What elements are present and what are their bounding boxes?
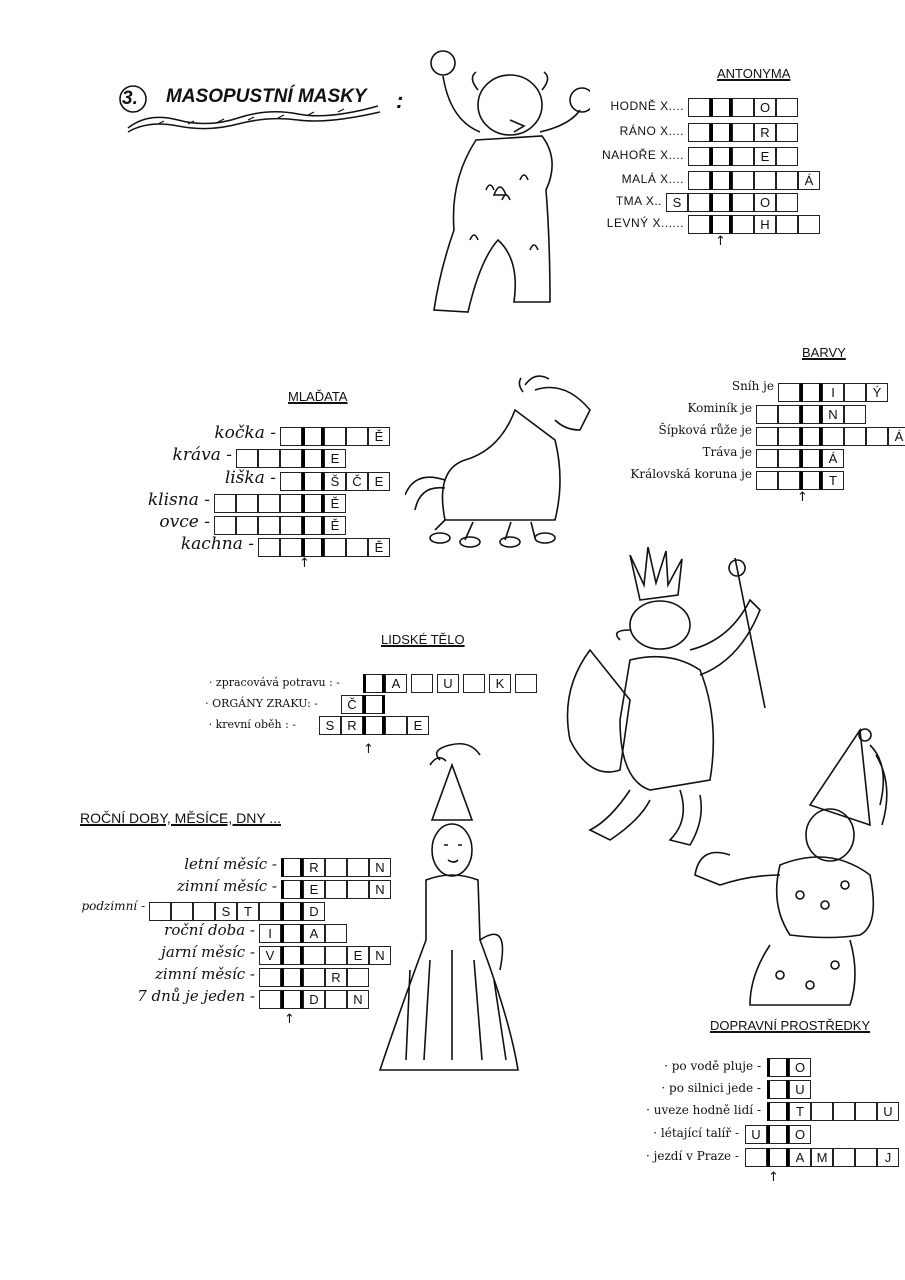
- antonyma-cell[interactable]: Á: [798, 171, 820, 190]
- mladata-cell[interactable]: [302, 538, 324, 557]
- rocni-doby-clue: 7 dnů je jeden -: [137, 987, 255, 1005]
- rocni-doby-cell[interactable]: R: [325, 968, 347, 987]
- mladata-cell[interactable]: [346, 538, 368, 557]
- mladata-cell[interactable]: [346, 427, 368, 446]
- antonyma-cell[interactable]: [776, 171, 798, 190]
- dopravni-cell[interactable]: O: [789, 1058, 811, 1077]
- lidske-telo-cell[interactable]: [463, 674, 485, 693]
- rocni-doby-cell[interactable]: [171, 902, 193, 921]
- antonyma-cell[interactable]: [688, 171, 710, 190]
- lidske-telo-cell[interactable]: U: [437, 674, 459, 693]
- rocni-doby-cell[interactable]: N: [369, 880, 391, 899]
- barvy-cell[interactable]: [756, 427, 778, 446]
- rocni-doby-clue: podzimní -: [81, 899, 145, 913]
- barvy-clue: Tráva je: [702, 445, 752, 459]
- dopravni-cell[interactable]: [767, 1148, 789, 1167]
- mladata-cell[interactable]: [280, 494, 302, 513]
- mladata-cell[interactable]: [280, 472, 302, 491]
- rocni-doby-cell[interactable]: S: [215, 902, 237, 921]
- lidske-telo-cell[interactable]: S: [319, 716, 341, 735]
- barvy-cell[interactable]: [866, 427, 888, 446]
- dopravni-cell[interactable]: [855, 1148, 877, 1167]
- antonyma-cell[interactable]: R: [754, 123, 776, 142]
- rocni-doby-cell[interactable]: [325, 946, 347, 965]
- barvy-cell[interactable]: I: [822, 383, 844, 402]
- rocni-doby-cell[interactable]: [347, 880, 369, 899]
- antonyma-clue: RÁNO X....: [619, 124, 684, 138]
- antonyma-clue: MALÁ X....: [621, 172, 684, 186]
- lidske-telo-clue: · zpracovává potravu : -: [208, 676, 340, 689]
- antonyma-cell[interactable]: [710, 147, 732, 166]
- rocni-doby-cell[interactable]: T: [237, 902, 259, 921]
- rocni-doby-cell[interactable]: [281, 858, 303, 877]
- barvy-cell[interactable]: [756, 449, 778, 468]
- lidske-telo-title: LIDSKÉ TĚLO: [381, 632, 465, 647]
- dopravni-cell[interactable]: [767, 1058, 789, 1077]
- dopravni-cell[interactable]: [767, 1125, 789, 1144]
- lidske-telo-cell[interactable]: [363, 674, 385, 693]
- mladata-cell[interactable]: [236, 516, 258, 535]
- antonyma-cell[interactable]: [732, 123, 754, 142]
- lidske-telo-cell[interactable]: [363, 716, 385, 735]
- rocni-doby-clue: roční doba -: [164, 921, 255, 939]
- mladata-cell[interactable]: Š: [324, 472, 346, 491]
- rocni-doby-cell[interactable]: N: [347, 990, 369, 1009]
- mladata-cell[interactable]: [302, 449, 324, 468]
- antonyma-cell[interactable]: [710, 171, 732, 190]
- mladata-cell[interactable]: Ě: [324, 516, 346, 535]
- rocni-doby-cell[interactable]: [281, 946, 303, 965]
- rocni-doby-cell[interactable]: [325, 924, 347, 943]
- rocni-doby-cell[interactable]: N: [369, 858, 391, 877]
- barvy-cell[interactable]: [778, 449, 800, 468]
- dopravni-cell[interactable]: U: [789, 1080, 811, 1099]
- dopravni-cell[interactable]: T: [789, 1102, 811, 1121]
- antonyma-title: ANTONYMA: [717, 66, 791, 81]
- clown-mask-drawing: [690, 725, 900, 1015]
- antonyma-cell[interactable]: [732, 98, 754, 117]
- rocni-doby-cell[interactable]: [281, 880, 303, 899]
- barvy-cell[interactable]: [778, 383, 800, 402]
- title-text: MASOPUSTNÍ MASKY: [166, 86, 367, 107]
- antonyma-cell[interactable]: [710, 215, 732, 234]
- lidske-telo-cell[interactable]: K: [489, 674, 511, 693]
- antonyma-cell[interactable]: [732, 193, 754, 212]
- mladata-cell[interactable]: Ě: [324, 494, 346, 513]
- rocni-doby-cell[interactable]: [259, 968, 281, 987]
- rocni-doby-cell[interactable]: [281, 924, 303, 943]
- barvy-cell[interactable]: [800, 383, 822, 402]
- rocni-doby-cell[interactable]: D: [303, 990, 325, 1009]
- rocni-doby-cell[interactable]: I: [259, 924, 281, 943]
- rocni-doby-clue: zimní měsíc -: [155, 965, 255, 983]
- rocni-doby-cell[interactable]: [149, 902, 171, 921]
- rocni-doby-cell[interactable]: [347, 858, 369, 877]
- rocni-doby-clue: letní měsíc -: [184, 855, 277, 873]
- barvy-clue: Královská koruna je: [630, 467, 752, 481]
- antonyma-cell[interactable]: [688, 193, 710, 212]
- antonyma-cell[interactable]: O: [754, 193, 776, 212]
- rocni-doby-cell[interactable]: [325, 990, 347, 1009]
- barvy-cell[interactable]: Ý: [866, 383, 888, 402]
- mladata-cell[interactable]: E: [368, 472, 390, 491]
- antonyma-cell[interactable]: [798, 215, 820, 234]
- barvy-title: BARVY: [802, 345, 846, 360]
- rocni-doby-title: ROČNÍ DOBY, MĚSÍCE, DNY ...: [80, 810, 281, 826]
- antonyma-clue: NAHOŘE X....: [601, 148, 684, 162]
- antonyma-cell[interactable]: [710, 193, 732, 212]
- dopravni-arrow: ↑: [768, 1170, 779, 1185]
- mladata-clue: kráva -: [172, 445, 232, 465]
- rocni-doby-cell[interactable]: R: [303, 858, 325, 877]
- mladata-cell[interactable]: [258, 538, 280, 557]
- horse-mask-drawing: [405, 370, 605, 550]
- rocni-doby-cell[interactable]: [325, 880, 347, 899]
- mladata-cell[interactable]: [324, 538, 346, 557]
- barvy-cell[interactable]: [778, 427, 800, 446]
- mladata-cell[interactable]: [280, 449, 302, 468]
- barvy-cell[interactable]: [844, 427, 866, 446]
- mladata-cell[interactable]: [214, 494, 236, 513]
- girl-mask-drawing: [370, 740, 520, 1080]
- barvy-cell[interactable]: [800, 427, 822, 446]
- rocni-doby-clue: zimní měsíc -: [177, 877, 277, 895]
- mladata-cell[interactable]: [236, 449, 258, 468]
- mladata-clue: liška -: [224, 468, 276, 488]
- antonyma-cell[interactable]: [754, 171, 776, 190]
- mladata-cell[interactable]: [280, 538, 302, 557]
- antonyma-cell[interactable]: [776, 215, 798, 234]
- mladata-cell[interactable]: Ě: [368, 538, 390, 557]
- lidske-telo-cell[interactable]: A: [385, 674, 407, 693]
- bear-mask-drawing: [410, 40, 590, 330]
- barvy-cell[interactable]: [756, 405, 778, 424]
- lidske-telo-clue: · ORGÁNY ZRAKU: -: [205, 697, 318, 710]
- lidske-telo-arrow: ↑: [363, 742, 374, 757]
- antonyma-clue: LEVNÝ X......: [606, 216, 684, 230]
- barvy-clue: Kominík je: [687, 401, 752, 415]
- lidske-telo-cell[interactable]: R: [341, 716, 363, 735]
- dopravni-cell[interactable]: [833, 1102, 855, 1121]
- title-number: 3.: [122, 88, 138, 109]
- barvy-cell[interactable]: [800, 471, 822, 490]
- mladata-cell[interactable]: E: [324, 449, 346, 468]
- lidske-telo-clue: · krevní oběh : -: [208, 718, 296, 731]
- mladata-cell[interactable]: [258, 494, 280, 513]
- rocni-doby-cell[interactable]: [347, 968, 369, 987]
- dopravni-cell[interactable]: [833, 1148, 855, 1167]
- antonyma-arrow: ↑: [715, 234, 726, 249]
- rocni-doby-cell[interactable]: [281, 990, 303, 1009]
- antonyma-cell[interactable]: [688, 147, 710, 166]
- barvy-cell[interactable]: [778, 471, 800, 490]
- rocni-doby-cell[interactable]: E: [303, 880, 325, 899]
- rocni-doby-cell[interactable]: [259, 902, 281, 921]
- antonyma-cell[interactable]: S: [666, 193, 688, 212]
- dopravni-cell[interactable]: U: [877, 1102, 899, 1121]
- mladata-cell[interactable]: Ě: [368, 427, 390, 446]
- dopravni-cell[interactable]: O: [789, 1125, 811, 1144]
- mladata-cell[interactable]: [324, 427, 346, 446]
- antonyma-cell[interactable]: O: [754, 98, 776, 117]
- mladata-clue: klisna -: [147, 490, 210, 510]
- dopravni-clue: · uveze hodně lidí -: [646, 1103, 761, 1117]
- rocni-doby-arrow: ↑: [284, 1012, 295, 1027]
- dopravni-cell[interactable]: U: [745, 1125, 767, 1144]
- barvy-cell[interactable]: [844, 405, 866, 424]
- mladata-cell[interactable]: [280, 427, 302, 446]
- rocni-doby-cell[interactable]: V: [259, 946, 281, 965]
- dopravni-cell[interactable]: [745, 1148, 767, 1167]
- rocni-doby-cell[interactable]: [303, 968, 325, 987]
- rocni-doby-cell[interactable]: [193, 902, 215, 921]
- mladata-cell[interactable]: [302, 516, 324, 535]
- mladata-cell[interactable]: [236, 494, 258, 513]
- dopravni-clue: · létající talíř -: [653, 1126, 739, 1140]
- barvy-cell[interactable]: [800, 449, 822, 468]
- antonyma-cell[interactable]: [776, 123, 798, 142]
- lidske-telo-cell[interactable]: E: [407, 716, 429, 735]
- antonyma-cell[interactable]: [688, 98, 710, 117]
- rocni-doby-cell[interactable]: [303, 946, 325, 965]
- dopravni-cell[interactable]: A: [789, 1148, 811, 1167]
- antonyma-cell[interactable]: [710, 98, 732, 117]
- rocni-doby-cell[interactable]: [281, 968, 303, 987]
- mladata-arrow: ↑: [299, 556, 310, 571]
- barvy-cell[interactable]: [800, 405, 822, 424]
- antonyma-cell[interactable]: [688, 215, 710, 234]
- rocni-doby-cell[interactable]: N: [369, 946, 391, 965]
- antonyma-cell[interactable]: [688, 123, 710, 142]
- barvy-cell[interactable]: N: [822, 405, 844, 424]
- lidske-telo-cell[interactable]: [515, 674, 537, 693]
- lidske-telo-cell[interactable]: [363, 695, 385, 714]
- mladata-cell[interactable]: [302, 427, 324, 446]
- antonyma-cell[interactable]: [776, 98, 798, 117]
- dopravni-clue: · jezdí v Praze -: [646, 1149, 739, 1163]
- mladata-cell[interactable]: [258, 449, 280, 468]
- barvy-clue: Šípková růže je: [658, 423, 752, 437]
- dopravni-cell[interactable]: J: [877, 1148, 899, 1167]
- mladata-cell[interactable]: [280, 516, 302, 535]
- mladata-title: MLAĎATA: [288, 389, 348, 404]
- mladata-cell[interactable]: [214, 516, 236, 535]
- title-colon: :: [396, 88, 404, 113]
- lidske-telo-cell[interactable]: [411, 674, 433, 693]
- mladata-clue: kočka -: [214, 423, 276, 443]
- barvy-arrow: ↑: [797, 490, 808, 505]
- mladata-clue: ovce -: [159, 512, 210, 532]
- rocni-doby-cell[interactable]: E: [347, 946, 369, 965]
- barvy-cell[interactable]: Á: [888, 427, 905, 446]
- barvy-cell[interactable]: Á: [822, 449, 844, 468]
- mladata-cell[interactable]: [302, 472, 324, 491]
- antonyma-clue: TMA X..: [615, 194, 662, 208]
- dopravni-cell[interactable]: [855, 1102, 877, 1121]
- rocni-doby-cell[interactable]: [325, 858, 347, 877]
- mladata-cell[interactable]: [258, 516, 280, 535]
- dopravni-cell[interactable]: M: [811, 1148, 833, 1167]
- lidske-telo-cell[interactable]: Č: [341, 695, 363, 714]
- rocni-doby-cell[interactable]: [281, 902, 303, 921]
- barvy-clue: Sníh je: [731, 379, 774, 393]
- dopravni-cell[interactable]: [811, 1102, 833, 1121]
- page-title: [118, 80, 418, 140]
- antonyma-cell[interactable]: [732, 215, 754, 234]
- mladata-clue: kachna -: [180, 534, 254, 554]
- rocni-doby-cell[interactable]: [259, 990, 281, 1009]
- lidske-telo-cell[interactable]: [385, 716, 407, 735]
- dopravni-title: DOPRAVNÍ PROSTŘEDKY: [710, 1018, 871, 1033]
- barvy-cell[interactable]: T: [822, 471, 844, 490]
- antonyma-cell[interactable]: [776, 147, 798, 166]
- antonyma-cell[interactable]: [776, 193, 798, 212]
- antonyma-cell[interactable]: [732, 147, 754, 166]
- antonyma-clue: HODNĚ X....: [610, 99, 684, 113]
- rocni-doby-cell[interactable]: A: [303, 924, 325, 943]
- rocni-doby-clue: jarní měsíc -: [161, 943, 255, 961]
- dopravni-cell[interactable]: [767, 1080, 789, 1099]
- antonyma-cell[interactable]: [710, 123, 732, 142]
- dopravni-clue: · po silnici jede -: [661, 1081, 761, 1095]
- dopravni-clue: · po vodě pluje -: [664, 1059, 761, 1073]
- antonyma-cell[interactable]: [732, 171, 754, 190]
- barvy-cell[interactable]: [778, 405, 800, 424]
- dopravni-cell[interactable]: [767, 1102, 789, 1121]
- antonyma-cell[interactable]: H: [754, 215, 776, 234]
- barvy-cell[interactable]: [822, 427, 844, 446]
- antonyma-cell[interactable]: E: [754, 147, 776, 166]
- barvy-cell[interactable]: [844, 383, 866, 402]
- barvy-cell[interactable]: [756, 471, 778, 490]
- rocni-doby-cell[interactable]: D: [303, 902, 325, 921]
- mladata-cell[interactable]: [302, 494, 324, 513]
- mladata-cell[interactable]: Č: [346, 472, 368, 491]
